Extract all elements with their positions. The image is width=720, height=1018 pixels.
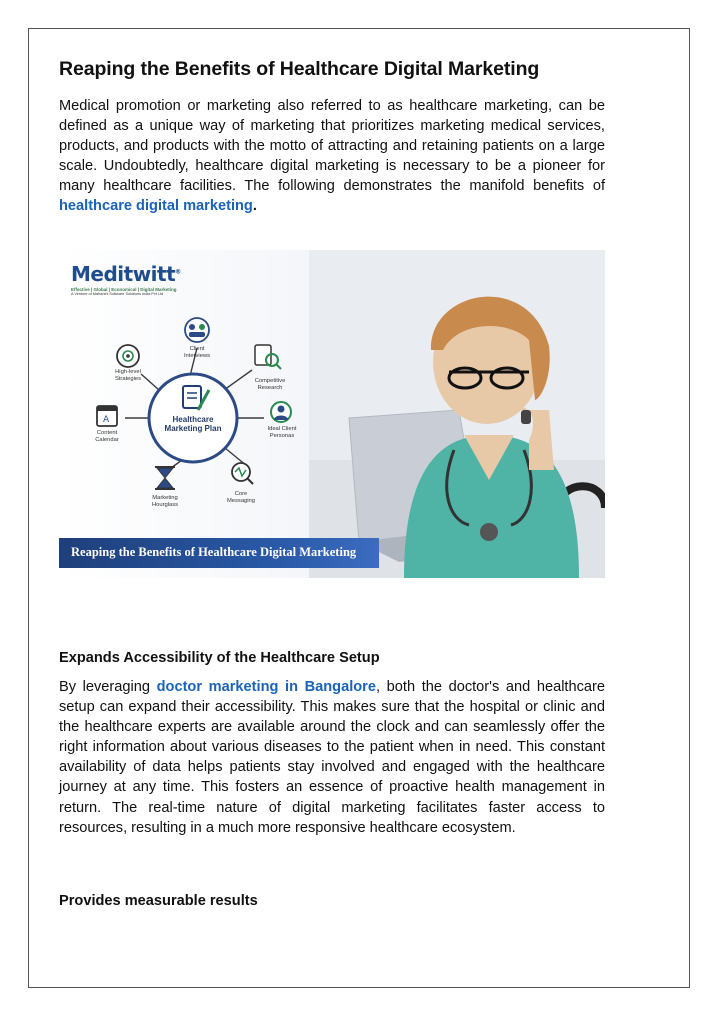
logo-tagline: Effective | Global | Economical | Digital Marketing [71, 287, 177, 292]
intro-text: Medical promotion or marketing also referred to as healthcare marketing, can be defined as a unique way of marketing that prioritizes marketing medical services, products, and products with the motto of attracting and retaining patients on a large scale. Undoubtedly, healthcare digital marketing is necessary to be a pioneer for many healthcare facilities. The following demonstrates the manifold benefits of [59, 98, 605, 195]
center-plan-label [163, 416, 223, 433]
intro-paragraph-block [59, 96, 605, 217]
smartwatch-icon [521, 410, 531, 424]
logo-name: Meditwitt [71, 262, 176, 286]
core-messaging-icon [232, 463, 253, 484]
svg-text:A: A [103, 415, 110, 425]
logo-venture: A Venture of Maharshi Software Solutions India Pvt Ltd [71, 292, 164, 296]
banner-caption-strip [59, 538, 379, 568]
intro-period: . [252, 198, 257, 215]
banner-illustration [59, 250, 605, 578]
center-label-line2: Marketing Plan [164, 423, 222, 433]
client-interviews-icon [185, 318, 209, 342]
competitive-research-icon [255, 345, 281, 369]
node-label-high-level-strategies: High-level Strategies [114, 369, 142, 382]
healthcare-digital-marketing-link[interactable]: healthcare digital marketing [59, 198, 253, 215]
marketing-hourglass-icon [155, 467, 175, 489]
banner-image [59, 250, 605, 578]
node-label-content-calendar: Content Calendar [95, 430, 119, 443]
ideal-client-personas-icon [271, 402, 291, 422]
node-label-core-messaging: Core Messaging [226, 491, 256, 504]
node-label-client-interviews: Client Interviews [183, 346, 211, 359]
logo-registered: ® [175, 268, 181, 276]
clipboard-icon [183, 386, 201, 408]
node-label-competitive-research: Competitive Research [254, 378, 286, 391]
node-label-ideal-client-personas: Ideal Client Personas [267, 426, 297, 439]
section-heading-accessibility: Expands Accessibility of the Healthcare Setup [59, 650, 380, 666]
section1-paragraph-block [59, 677, 605, 838]
banner-caption-text: Reaping the Benefits of Healthcare Digital Marketing [71, 545, 357, 559]
section-heading-measurable-results: Provides measurable results [59, 893, 258, 909]
high-level-strategies-icon [117, 345, 139, 367]
section1-text-after: , both the doctor's and healthcare setup can expand their accessibility. This makes sure that the hospital or clinic and the healthcare experts are available around the clock and can seamlessly offer the right information about various diseases to the patient when in need. This constant availability of data helps patients stay involved and engaged with the healthcare journey at any time. This fosters an essence of proactive health management in return. The real-time nature of digital marketing facilitates faster access to resources, resulting in a much more responsive healthcare ecosystem. [59, 679, 605, 836]
content-calendar-icon [97, 406, 117, 426]
intro-paragraph [59, 96, 605, 217]
meditwitt-logo [71, 262, 181, 296]
section1-text-before: By leveraging [59, 679, 157, 695]
page-title: Reaping the Benefits of Healthcare Digital Marketing [59, 58, 540, 80]
center-label-line1: Healthcare [172, 415, 214, 424]
node-label-marketing-hourglass: Marketing Hourglass [151, 495, 179, 508]
doctor-marketing-bangalore-link[interactable]: doctor marketing in Bangalore [156, 679, 376, 695]
section1-paragraph [59, 677, 605, 838]
